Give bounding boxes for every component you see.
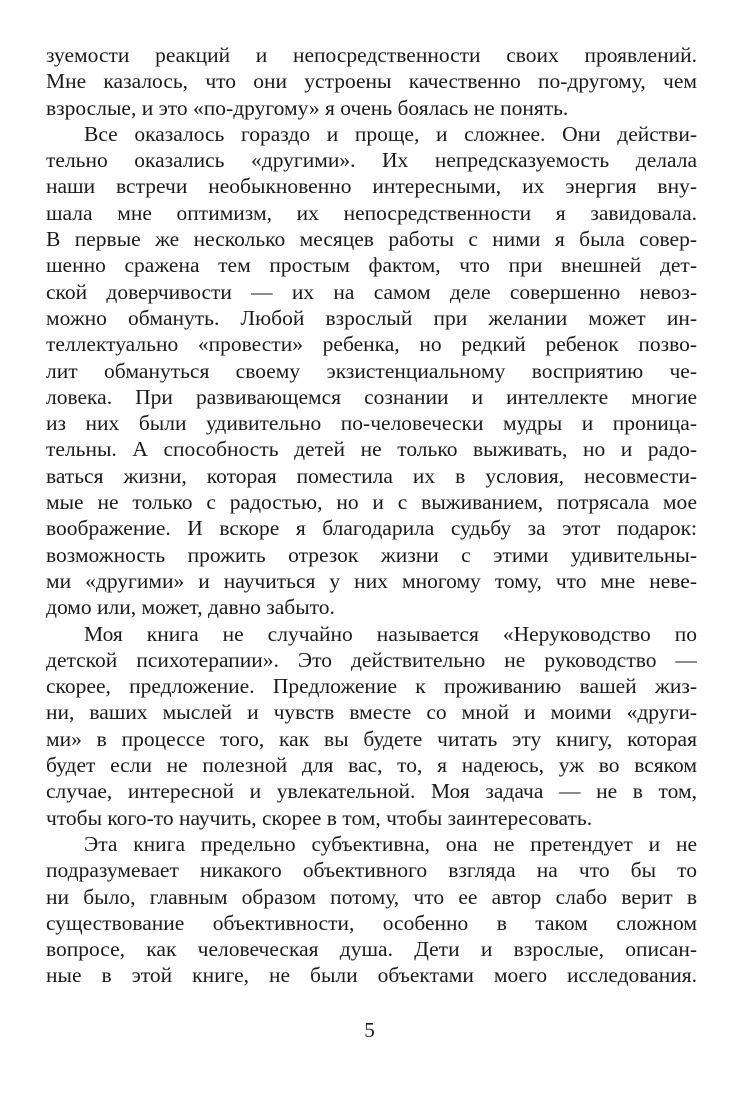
text-line: воображение. И вскоре я благодарила судьбу за этот подарок: [46, 516, 697, 541]
text-line: шенно сражена тем простым фактом, что при внешней дет- [46, 253, 697, 278]
page-body [46, 42, 697, 989]
text-line: Моя книга не случайно называется «Неруководство по [84, 621, 697, 646]
text-line: тельны. А способность детей не только выживать, но и радо- [46, 437, 697, 462]
text-line: детской психотерапии». Это действительно не руководство — [46, 647, 697, 672]
paragraph [46, 621, 697, 831]
text-line: можно обмануть. Любой взрослый при желании может ин- [46, 305, 697, 330]
text-line: ми «другими» и научиться у них многому тому, что мне неве- [46, 568, 697, 593]
text-line: наши встречи необыкновенно интересными, их энергия вну- [46, 174, 697, 199]
paragraph [46, 121, 697, 621]
text-line: ваться жизни, которая поместила их в условия, несовмести- [46, 463, 697, 488]
text-line: ни было, главным образом потому, что ее автор слабо верит в [46, 884, 697, 909]
text-line: зуемости реакций и непосредственности своих проявлений. [46, 43, 697, 67]
text-line: существование объективности, особенно в таком сложном [46, 910, 697, 935]
text-line: ни, ваших мыслей и чувств вместе со мной и моими «други- [46, 700, 697, 725]
text-line: из них были удивительно по-человечески мудры и проница- [46, 411, 697, 436]
text-line: мые не только с радостью, но и с выживанием, потрясала мое [46, 490, 697, 515]
text-line: скорее, предложение. Предложение к проживанию вашей жиз- [46, 674, 697, 699]
text-line: Эта книга предельно субъективна, она не претендует и не [84, 831, 697, 856]
text-line: ми» в процессе того, как вы будете читать эту книгу, которая [46, 726, 697, 751]
text-line: лит обмануться своему экзистенциальному восприятию че- [46, 358, 697, 383]
text-line: шала мне оптимизм, их непосредственности я завидовала. [46, 200, 697, 225]
text-line: В первые же несколько месяцев работы с ними я была совер- [46, 227, 697, 252]
text-line: Все оказалось гораздо и проще, и сложнее. Они действи- [84, 121, 697, 146]
page-number: 5 [364, 1018, 375, 1042]
paragraph [46, 42, 697, 121]
text-line: взрослые, и это «по-другому» я очень боялась не понять. [46, 95, 569, 120]
text-line: вопросе, как человеческая душа. Дети и взрослые, описан- [46, 937, 697, 962]
paragraph [46, 831, 697, 989]
text-line: ской доверчивости — их на самом деле совершенно невоз- [46, 279, 697, 304]
text-line: ные в этой книге, не были объектами моего исследования. [46, 963, 697, 988]
text-line: ловека. При развивающемся сознании и интеллекте многие [46, 384, 697, 409]
text-line: домо или, может, давно забыто. [46, 595, 335, 620]
text-line: чтобы кого-то научить, скорее в том, чтобы заинтересовать. [46, 805, 593, 830]
text-line: теллектуально «провести» ребенка, но редкий ребенок позво- [46, 332, 697, 357]
text-line: будет если не полезной для вас, то, я надеюсь, уж во всяком [46, 753, 697, 778]
text-line: Мне казалось, что они устроены качественно по-другому, чем [46, 69, 697, 94]
text-line: подразумевает никакого объективного взгляда на что бы то [46, 858, 697, 883]
text-line: случае, интересной и увлекательной. Моя задача — не в том, [46, 779, 697, 804]
text-line: возможность прожить отрезок жизни с этими удивительны- [46, 542, 697, 567]
text-line: тельно оказались «другими». Их непредсказуемость делала [46, 148, 697, 173]
